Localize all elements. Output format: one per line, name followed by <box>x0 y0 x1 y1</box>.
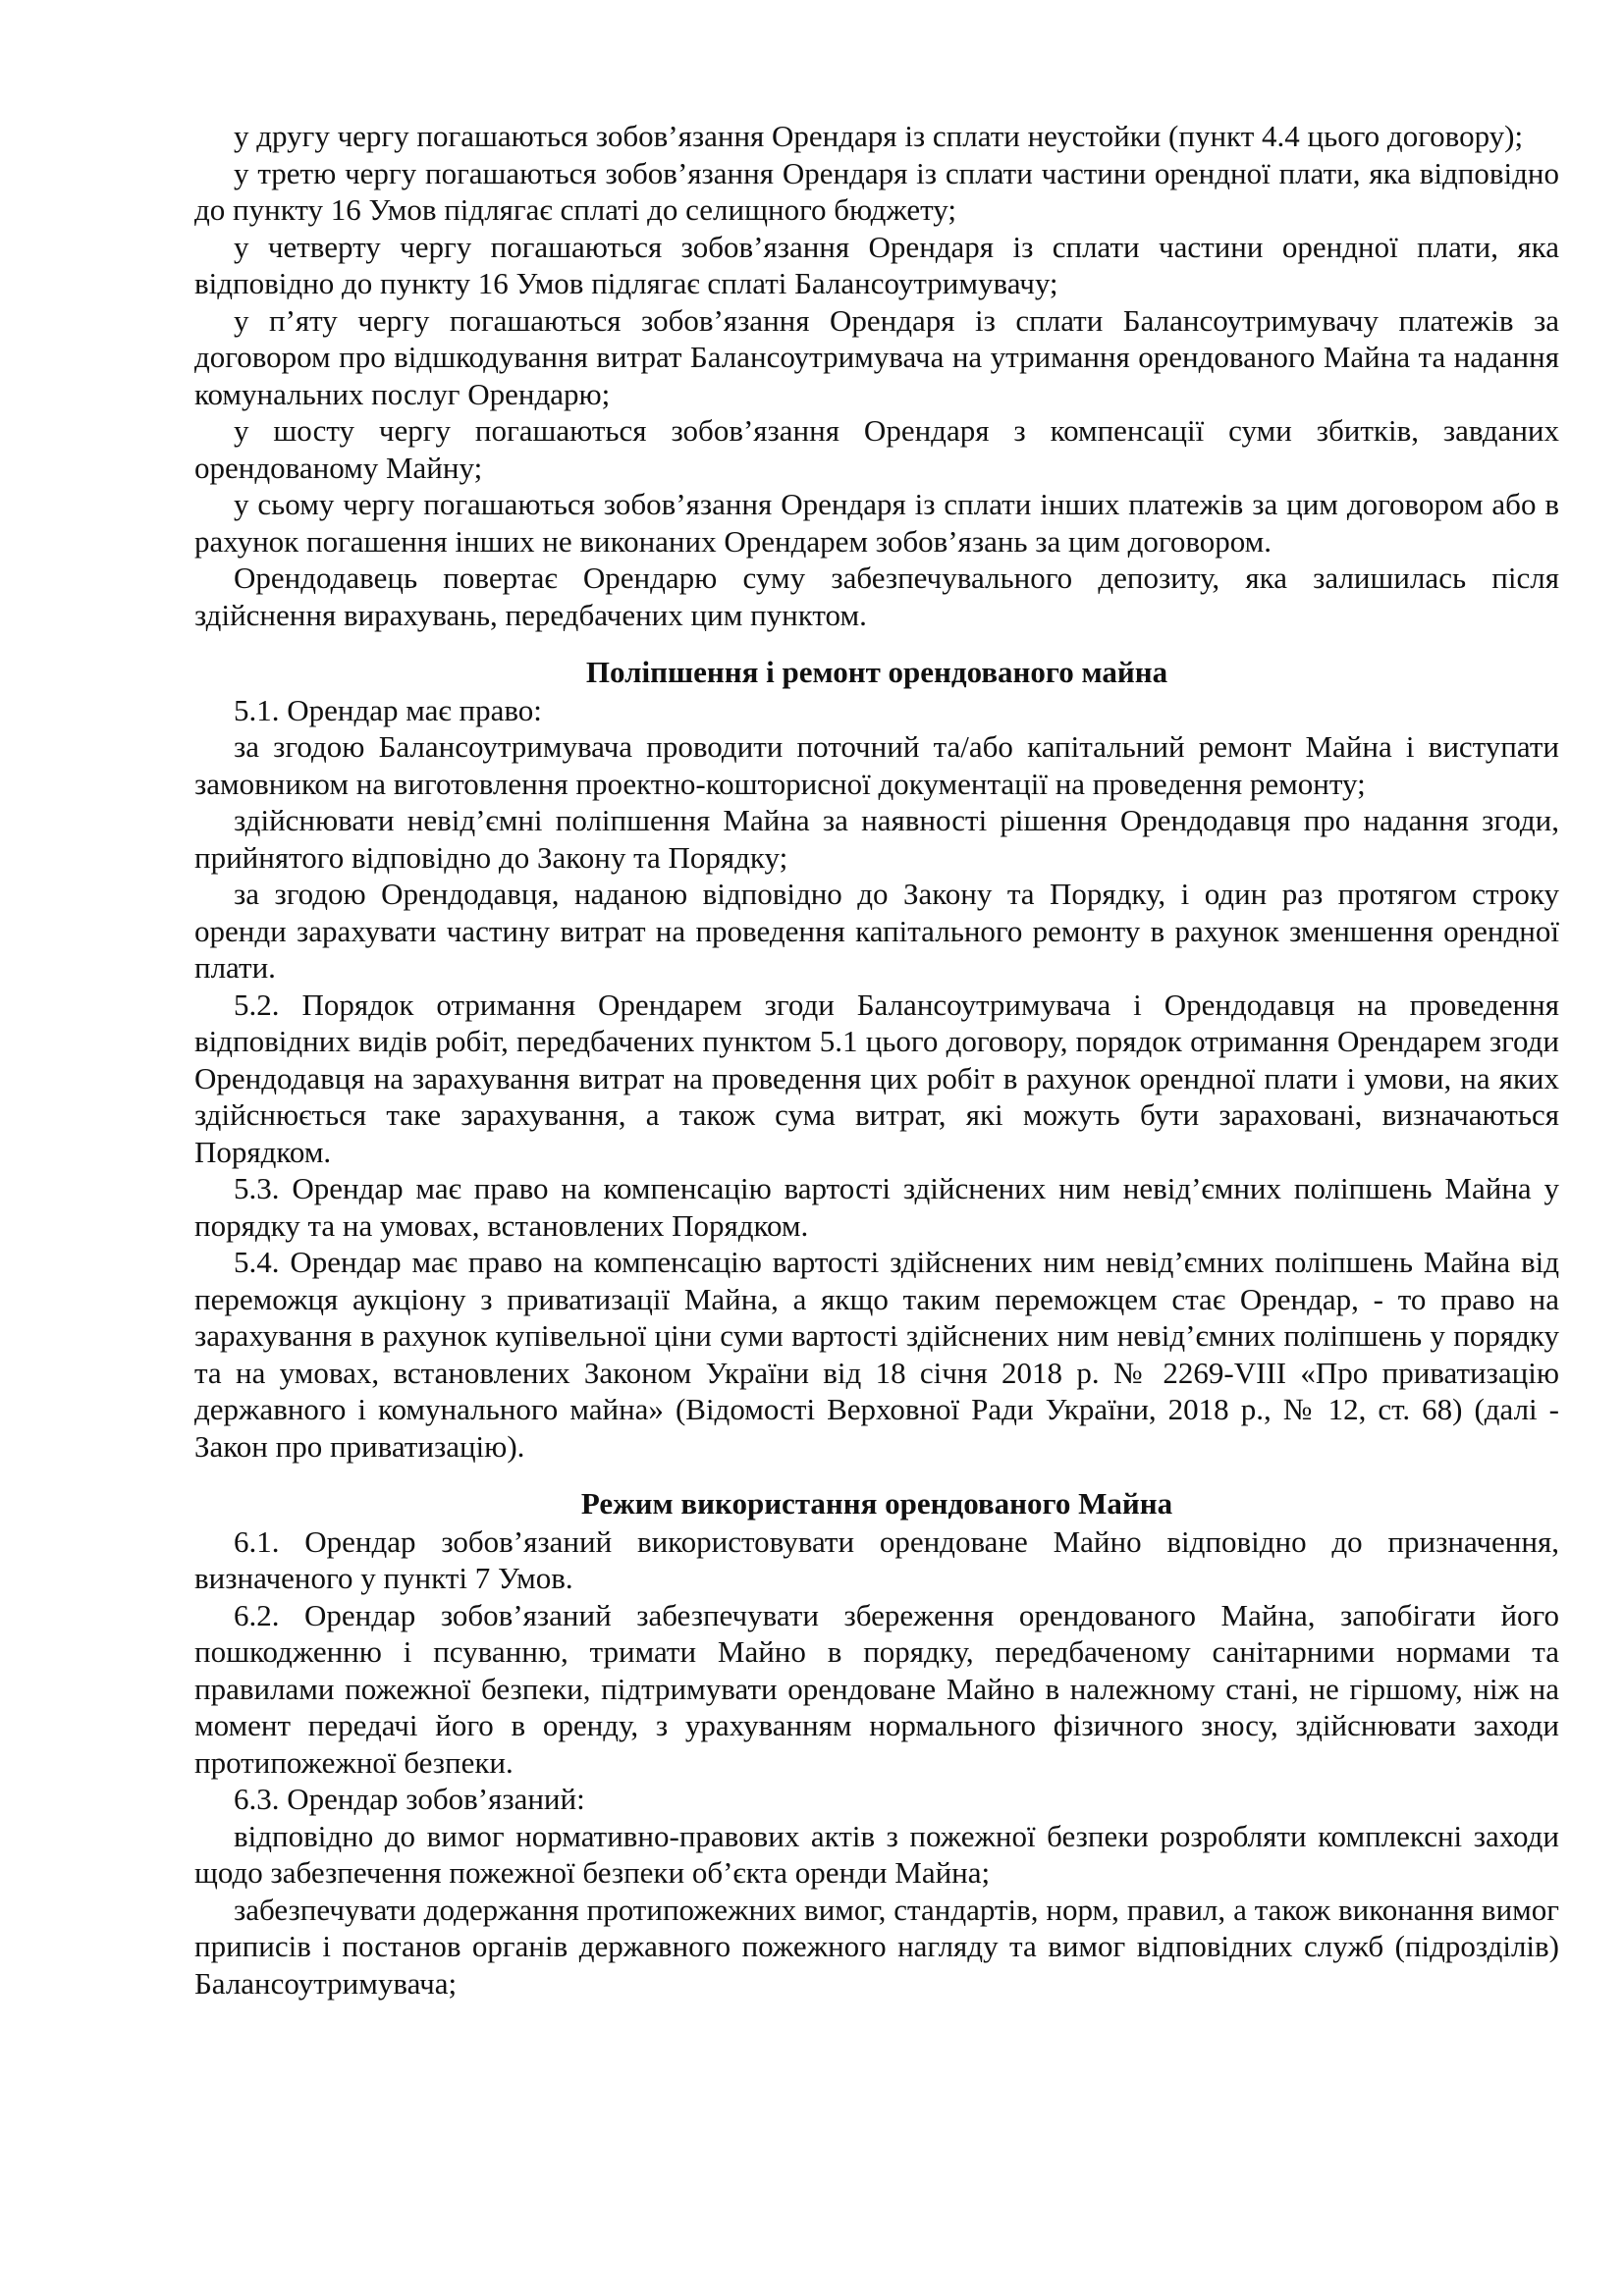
paragraph: забезпечувати додержання протипожежних вимог, стандартів, норм, правил, а також виконання вимог приписів і постанов органів державного пожежного нагляду та вимог відповідних служб (підрозділів) Балансоутримувача; <box>194 1892 1559 2001</box>
clause-5-1: 5.1. Орендар має право: <box>234 692 542 727</box>
clause-6-2: 6.2. Орендар зобов’язаний забезпечувати збереження орендованого Майна, запобігати його пошкодженню і псуванню, тримати Майно в порядку, передбаченому санітарними нормами та правилами пожежної безпеки, підтримувати орендоване Майно в належному стані, не гіршому, ніж на момент передачі його в оренду, з урахуванням нормального фізичного зносу, здійснювати заходи протипожежної безпеки. <box>194 1597 1559 1780</box>
document-page <box>194 118 1559 2002</box>
paragraph: здійснювати невід’ємні поліпшення Майна за наявності рішення Орендодавця про надання згоди, прийнятого відповідно до Закону та Порядку; <box>194 803 1559 875</box>
paragraph: за згодою Балансоутримувача проводити поточний та/або капітальний ремонт Майна і виступати замовником на виготовлення проектно-кошторисної документації на проведення ремонту; <box>194 729 1559 801</box>
paragraph: у четверту чергу погашаються зобов’язання Орендаря із сплати частини орендної плати, яка відповідно до пункту 16 Умов підлягає сплаті Балансоутримувачу; <box>194 229 1559 300</box>
clause-5-4: 5.4. Орендар має право на компенсацію вартості здійснених ним невід’ємних поліпшень Майна від переможця аукціону з приватизації Майна, а якщо таким переможцем стає Орендар, - то право на зарахування в рахунок купівельної ціни суми вартості здійснених ним невід’ємних поліпшень у порядку та на умовах, встановлених Законом України від 18 січня 2018 р. № 2269-VIII «Про приватизацію державного і комунального майна» (Відомості Верховної Ради України, 2018 р., № 12, ст. 68) (далі - Закон про приватизацію). <box>194 1245 1559 1464</box>
clause-6-3: 6.3. Орендар зобов’язаний: <box>234 1782 585 1816</box>
paragraph: у п’яту чергу погашаються зобов’язання Орендаря із сплати Балансоутримувачу платежів за договором про відшкодування витрат Балансоутримувача на утримання орендованого Майна та надання комунальних послуг Орендарю; <box>194 302 1559 411</box>
paragraph: за згодою Орендодавця, наданою відповідно до Закону та Порядку, і один раз протягом строку оренди зарахувати частину витрат на проведення капітального ремонту в рахунок зменшення орендної плати. <box>194 877 1559 985</box>
clause-6-1: 6.1. Орендар зобов’язаний використовувати орендоване Майно відповідно до призначення, визначеного у пункті 7 Умов. <box>194 1523 1559 1595</box>
paragraph: відповідно до вимог нормативно-правових актів з пожежної безпеки розробляти комплексні заходи щодо забезпечення пожежної безпеки об’єкта оренди Майна; <box>194 1818 1559 1890</box>
paragraph: Орендодавець повертає Орендарю суму забезпечувального депозиту, яка залишилась після здійснення вирахувань, передбачених цим пунктом. <box>194 561 1559 632</box>
section-heading-improvements: Поліпшення і ремонт орендованого майна <box>585 655 1168 689</box>
paragraph: у сьому чергу погашаються зобов’язання Орендаря із сплати інших платежів за цим договором або в рахунок погашення інших не виконаних Орендарем зобов’язань за цим договором. <box>194 487 1559 559</box>
paragraph: у другу чергу погашаються зобов’язання Орендаря із сплати неустойки (пункт 4.4 цього договору); <box>234 119 1524 153</box>
section-heading-usage-mode: Режим використання орендованого Майна <box>580 1486 1173 1521</box>
clause-5-3: 5.3. Орендар має право на компенсацію вартості здійснених ним невід’ємних поліпшень Майна у порядку та на умовах, встановлених Порядком. <box>194 1171 1559 1243</box>
paragraph: у третю чергу погашаються зобов’язання Орендаря із сплати частини орендної плати, яка відповідно до пункту 16 Умов підлягає сплаті до селищного бюджету; <box>194 155 1559 227</box>
paragraph: у шосту чергу погашаються зобов’язання Орендаря з компенсації суми збитків, завданих орендованому Майну; <box>194 413 1559 485</box>
clause-5-2: 5.2. Порядок отримання Орендарем згоди Балансоутримувача і Орендодавця на проведення відповідних видів робіт, передбачених пунктом 5.1 цього договору, порядок отримання Орендарем згоди Орендодавця на зарахування витрат на проведення цих робіт в рахунок орендної плати і умови, на яких здійснюється таке зарахування, а також сума витрат, які можуть бути зараховані, визначаються Порядком. <box>194 987 1559 1169</box>
